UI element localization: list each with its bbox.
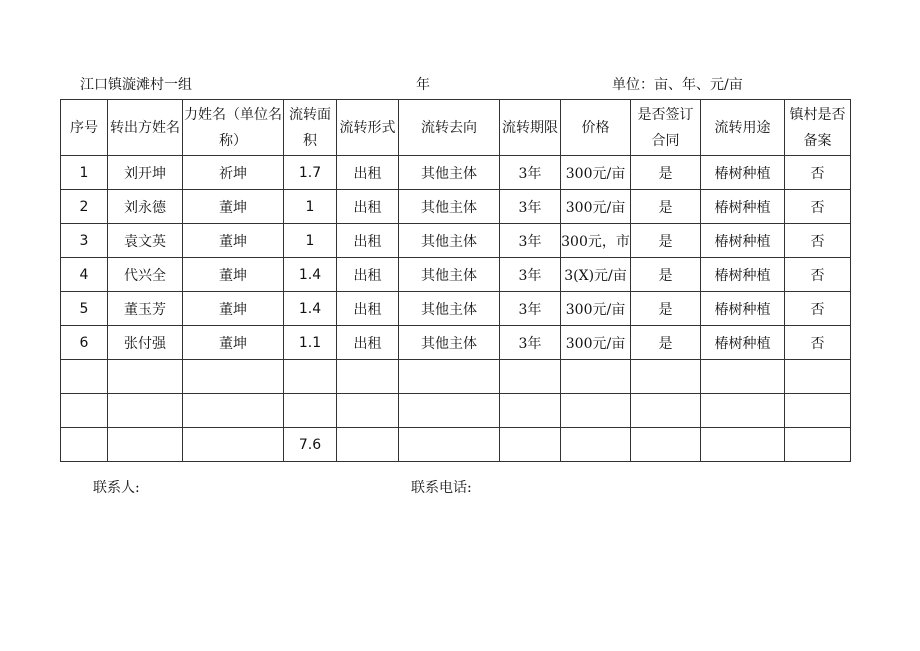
unit-label: 单位：亩、年、元/亩 xyxy=(612,77,743,93)
table-header-row xyxy=(61,100,851,156)
cell-destination: 其他主体 xyxy=(399,258,500,292)
cell-transferor: 张付强 xyxy=(108,326,183,360)
table-row-total xyxy=(61,428,851,462)
cell-price: 300元/亩 xyxy=(561,156,631,190)
cell-contract: 是 xyxy=(631,326,701,360)
cell-term: 3年 xyxy=(500,326,561,360)
table-row xyxy=(61,258,851,292)
cell-transferee: 董坤 xyxy=(183,258,284,292)
col-header-form: 流转形式 xyxy=(337,100,399,156)
col-header-area: 流转面积 xyxy=(284,100,337,156)
table-row xyxy=(61,156,851,190)
cell-filed: 否 xyxy=(785,292,851,326)
cell-usage: 椿树种植 xyxy=(701,326,785,360)
cell-index: 1 xyxy=(61,156,108,190)
cell-destination: 其他主体 xyxy=(399,292,500,326)
cell-filed: 否 xyxy=(785,190,851,224)
contact-label: 联系人: xyxy=(93,480,140,496)
col-header-term: 流转期限 xyxy=(500,100,561,156)
cell-usage: 椿树种植 xyxy=(701,224,785,258)
col-header-destination: 流转去向 xyxy=(399,100,500,156)
cell-transferor: 董玉芳 xyxy=(108,292,183,326)
cell-filed: 否 xyxy=(785,326,851,360)
cell-index: 2 xyxy=(61,190,108,224)
cell-transferee: 董坤 xyxy=(183,190,284,224)
col-header-transferee: 力姓名（单位名称） xyxy=(183,100,284,156)
cell-price: 300元/亩 xyxy=(561,190,631,224)
cell-transferee: 董坤 xyxy=(183,224,284,258)
col-header-filed: 镇村是否备案 xyxy=(785,100,851,156)
cell-term: 3年 xyxy=(500,190,561,224)
cell-usage: 椿树种植 xyxy=(701,156,785,190)
cell-contract: 是 xyxy=(631,224,701,258)
cell-area: 1.4 xyxy=(284,292,337,326)
cell-transferor: 刘永德 xyxy=(108,190,183,224)
cell-price: 300元/亩 xyxy=(561,326,631,360)
cell-contract: 是 xyxy=(631,258,701,292)
cell-form: 出租 xyxy=(337,292,399,326)
cell-area: 1.4 xyxy=(284,258,337,292)
col-header-price: 价格 xyxy=(561,100,631,156)
cell-term: 3年 xyxy=(500,156,561,190)
cell-price: 3(X)元/亩 xyxy=(561,258,631,292)
cell-area: 1 xyxy=(284,190,337,224)
cell-area: 1 xyxy=(284,224,337,258)
cell-usage: 椿树种植 xyxy=(701,258,785,292)
cell-area: 1.1 xyxy=(284,326,337,360)
table-row-empty xyxy=(61,394,851,428)
cell-transferee: 董坤 xyxy=(183,326,284,360)
cell-term: 3年 xyxy=(500,258,561,292)
cell-contract: 是 xyxy=(631,190,701,224)
cell-index: 5 xyxy=(61,292,108,326)
cell-usage: 椿树种植 xyxy=(701,292,785,326)
cell-usage: 椿树种植 xyxy=(701,190,785,224)
cell-transferor: 代兴全 xyxy=(108,258,183,292)
table-row xyxy=(61,190,851,224)
cell-transferor: 刘开坤 xyxy=(108,156,183,190)
table-row xyxy=(61,224,851,258)
cell-form: 出租 xyxy=(337,156,399,190)
cell-filed: 否 xyxy=(785,156,851,190)
cell-area: 1.7 xyxy=(284,156,337,190)
cell-term: 3年 xyxy=(500,224,561,258)
cell-transferee: 祈坤 xyxy=(183,156,284,190)
col-header-transferor: 转出方姓名 xyxy=(108,100,183,156)
cell-destination: 其他主体 xyxy=(399,224,500,258)
cell-form: 出租 xyxy=(337,190,399,224)
cell-destination: 其他主体 xyxy=(399,190,500,224)
cell-index: 3 xyxy=(61,224,108,258)
col-header-contract: 是否签订合同 xyxy=(631,100,701,156)
cell-form: 出租 xyxy=(337,224,399,258)
cell-contract: 是 xyxy=(631,292,701,326)
cell-form: 出租 xyxy=(337,326,399,360)
cell-contract: 是 xyxy=(631,156,701,190)
cell-transferee: 董坤 xyxy=(183,292,284,326)
cell-form: 出租 xyxy=(337,258,399,292)
cell-filed: 否 xyxy=(785,258,851,292)
land-transfer-table xyxy=(60,99,851,462)
village-label: 江口镇漩滩村一组 xyxy=(80,77,192,93)
table-row xyxy=(61,292,851,326)
table-row-empty xyxy=(61,360,851,394)
cell-term: 3年 xyxy=(500,292,561,326)
col-header-index: 序号 xyxy=(61,100,108,156)
cell-price: 300元/亩 xyxy=(561,292,631,326)
total-area: 7.6 xyxy=(284,428,337,462)
cell-index: 4 xyxy=(61,258,108,292)
cell-destination: 其他主体 xyxy=(399,326,500,360)
phone-label: 联系电话: xyxy=(411,480,472,496)
col-header-usage: 流转用途 xyxy=(701,100,785,156)
cell-filed: 否 xyxy=(785,224,851,258)
cell-transferor: 袁文英 xyxy=(108,224,183,258)
cell-destination: 其他主体 xyxy=(399,156,500,190)
cell-index: 6 xyxy=(61,326,108,360)
year-label: 年 xyxy=(416,77,430,93)
cell-price: 300元，市 xyxy=(561,224,631,258)
table-row xyxy=(61,326,851,360)
